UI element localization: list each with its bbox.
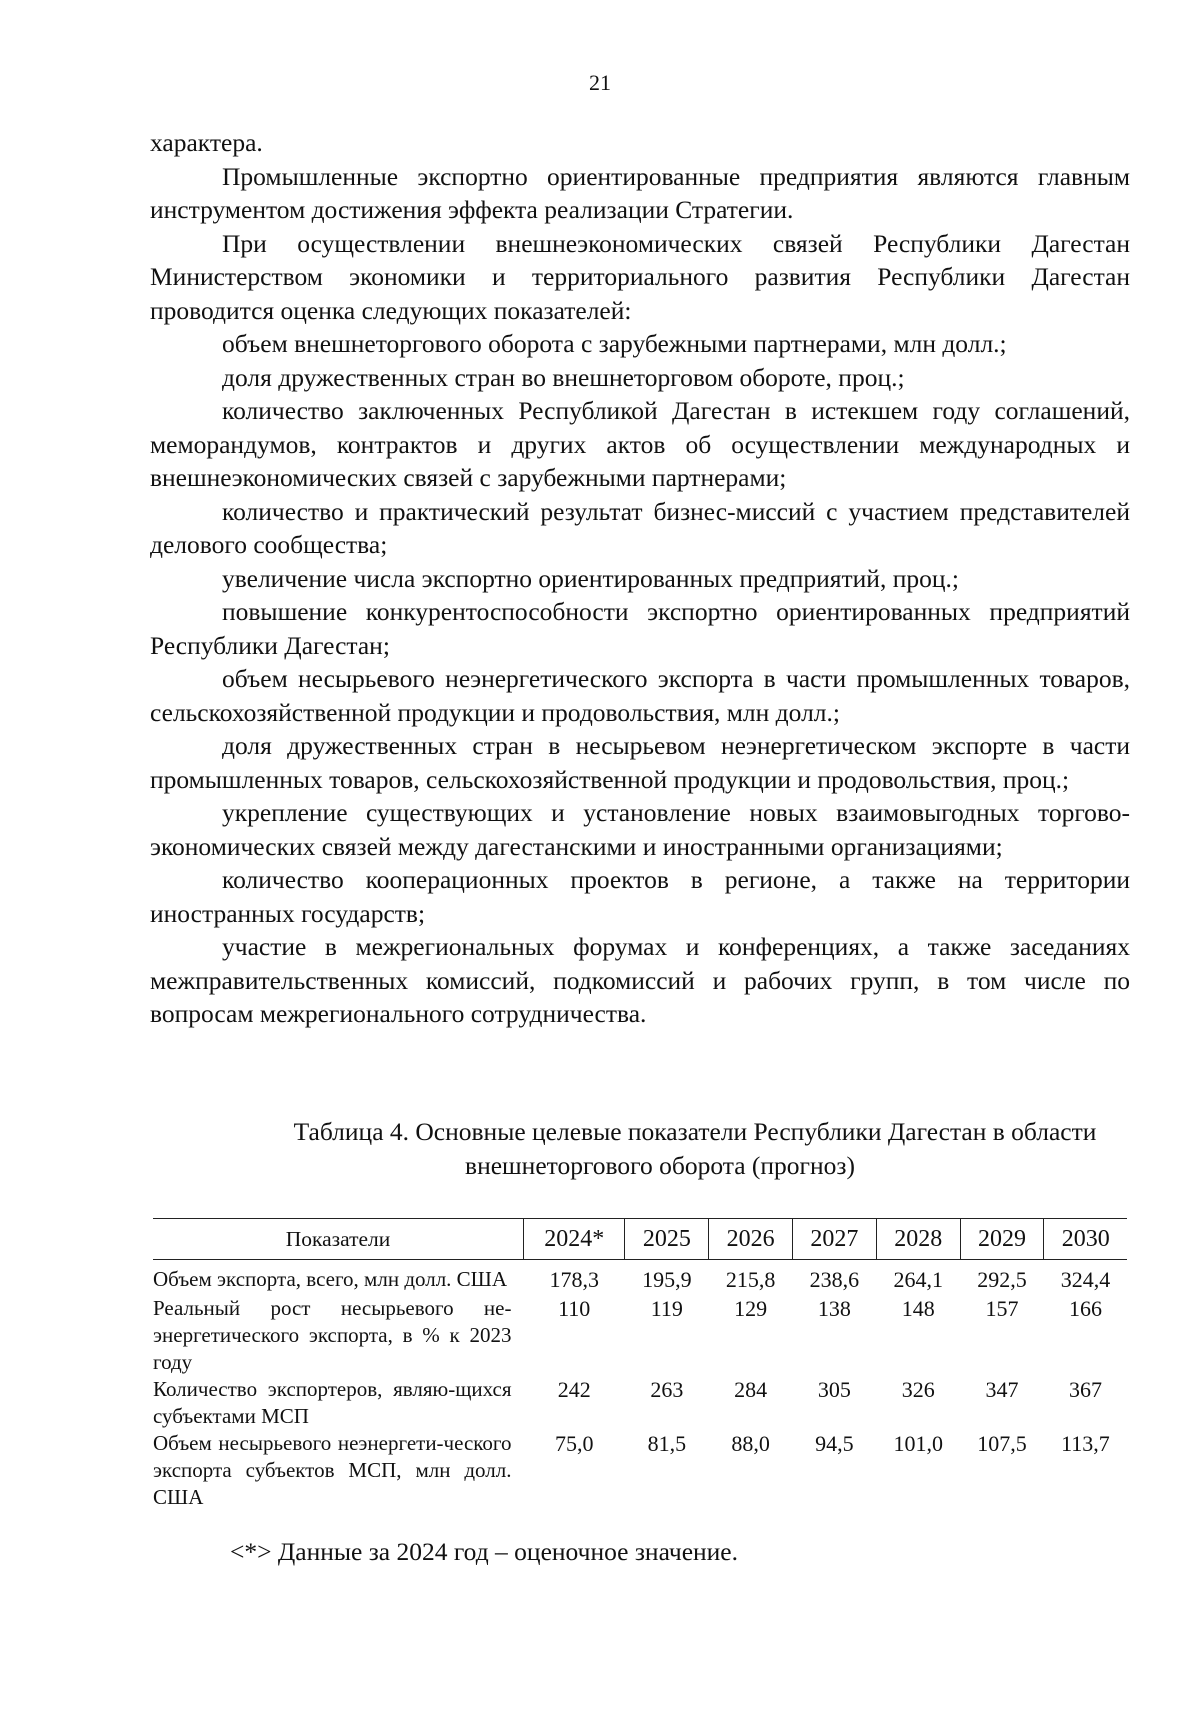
paragraph: доля дружественных стран в несырьевом неэнергетическом экспорте в части промышленных товаров, сельскохозяйственной продукции и продовольствия, проц.; [150, 731, 1130, 794]
table-cell: 178,3 [549, 1267, 599, 1292]
indicator-name: Объем экспорта, всего, млн долл. США [153, 1267, 508, 1291]
table-cell: 284 [734, 1377, 768, 1402]
paragraph: характера. [150, 128, 263, 157]
table-cell: 119 [650, 1296, 683, 1321]
paragraph: объем несырьевого неэнергетического экспорта в части промышленных товаров, сельскохозяйственной продукции и продовольствия, млн долл.; [150, 664, 1130, 727]
table-cell: 326 [901, 1377, 935, 1402]
paragraph: повышение конкурентоспособности экспортно ориентированных предприятий Республики Дагестан; [150, 597, 1130, 660]
table-cell: 75,0 [554, 1431, 594, 1456]
table-cell: 101,0 [893, 1431, 943, 1456]
table-cell: 110 [558, 1296, 591, 1321]
table-cell: 305 [817, 1377, 851, 1402]
table-row [153, 1376, 1127, 1430]
paragraph: участие в межрегиональных форумах и конференциях, а также заседаниях межправительственных комиссий, подкомиссий и рабочих групп, в том числе по вопросам межрегионального сотрудничества. [150, 932, 1130, 1028]
table-cell: 113,7 [1061, 1431, 1110, 1456]
table-cell: 88,0 [731, 1431, 770, 1456]
indicator-name: Реальный рост несырьевого не-энергетического экспорта, в % к 2023 году [153, 1296, 512, 1374]
table-cell: 238,6 [809, 1267, 860, 1292]
header-indicators: Показатели [153, 1219, 524, 1260]
header-year: 2025 [625, 1219, 709, 1260]
paragraph: увеличение числа экспортно ориентированных предприятий, проц.; [222, 563, 959, 593]
indicator-name: Объем несырьевого неэнергети-ческого экспорта субъектов МСП, млн долл. США [153, 1431, 512, 1509]
table-cell: 347 [985, 1377, 1019, 1402]
table-cell: 242 [557, 1377, 591, 1402]
paragraph: количество кооперационных проектов в регионе, а также на территории иностранных государств; [150, 865, 1130, 928]
table-cell: 94,5 [815, 1431, 854, 1456]
table-cell: 129 [734, 1296, 768, 1321]
table-cell: 324,4 [1060, 1267, 1111, 1292]
indicators-table [153, 1218, 1127, 1511]
header-year: 2027 [793, 1219, 877, 1260]
paragraph: объем внешнеторгового оборота с зарубежными партнерами, млн долл.; [222, 329, 1007, 358]
header-year: 2026 [709, 1219, 793, 1260]
table-cell: 367 [1068, 1377, 1102, 1402]
table-cell: 138 [817, 1296, 851, 1321]
header-year: 2024* [524, 1219, 625, 1260]
paragraph: Промышленные экспортно ориентированные предприятия являются главным инструментом достижения эффекта реализации Стратегии. [150, 161, 1130, 224]
header-year: 2029 [960, 1219, 1044, 1260]
paragraph: укрепление существующих и установление новых взаимовыгодных торгово-экономических связей между дагестанскими и иностранными организациями; [150, 798, 1130, 861]
table-row [153, 1260, 1127, 1296]
table-row [153, 1295, 1127, 1376]
table-cell: 107,5 [977, 1431, 1027, 1456]
table-cell: 81,5 [647, 1431, 687, 1456]
table-cell: 264,1 [893, 1267, 943, 1292]
page-number: 21 [589, 70, 611, 95]
table-cell: 292,5 [977, 1267, 1027, 1292]
table-cell: 215,8 [725, 1267, 776, 1292]
footnote: <*> Данные за 2024 год – оценочное значение. [230, 1537, 738, 1566]
body-text [150, 126, 1130, 1031]
header-year: 2030 [1044, 1219, 1127, 1260]
paragraph: количество и практический результат бизнес-миссий с участием представителей делового сообщества; [150, 496, 1130, 559]
table-caption [150, 1115, 1130, 1183]
table-cell: 195,9 [642, 1267, 692, 1292]
table-cell: 166 [1068, 1296, 1102, 1321]
header-year: 2028 [876, 1219, 960, 1260]
table-cell: 157 [985, 1296, 1019, 1321]
paragraph: количество заключенных Республикой Дагестан в истекшем году соглашений, меморандумов, контрактов и других актов об осуществлении международных и внешнеэкономических связей с зарубежными партнерами; [150, 396, 1130, 492]
table-cell: 148 [901, 1296, 935, 1321]
paragraph: доля дружественных стран во внешнеторговом обороте, проц.; [222, 362, 905, 392]
table-caption-line1: Таблица 4. Основные целевые показатели Республики Дагестан в области [293, 1117, 1097, 1146]
table-caption-line2: внешнеторгового оборота (прогноз) [465, 1151, 855, 1180]
table-cell: 263 [650, 1377, 684, 1402]
paragraph: При осуществлении внешнеэкономических связей Республики Дагестан Министерством экономики и территориального развития Республики Дагестан проводится оценка следующих показателей: [150, 228, 1130, 325]
indicator-name: Количество экспортеров, являю-щихся субъектами МСП [153, 1377, 512, 1428]
table-header-row [153, 1219, 1127, 1260]
table-row [153, 1430, 1127, 1511]
